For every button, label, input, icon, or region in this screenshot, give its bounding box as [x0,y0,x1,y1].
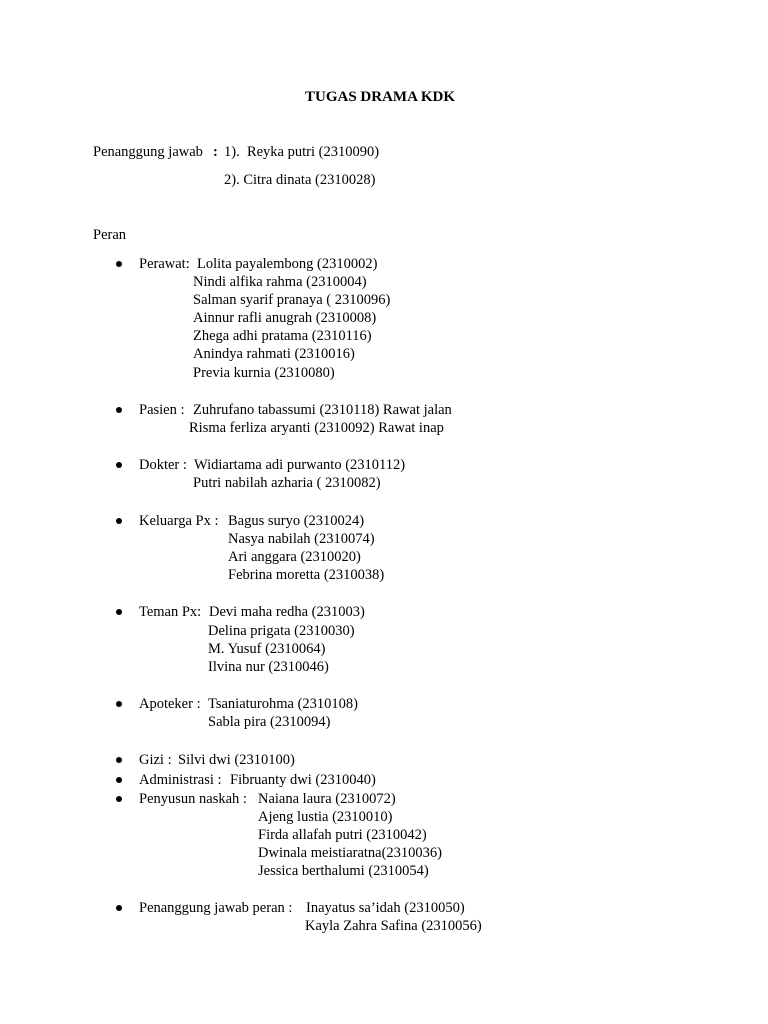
role-label-gizi: Gizi : [139,752,172,768]
role-member: Putri nabilah azharia ( 2310082) [193,475,381,491]
role-member: Firda allafah putri (2310042) [258,827,427,843]
role-member: Salman syarif pranaya ( 2310096) [193,292,391,308]
role-label-apoteker: Apoteker : [139,696,201,712]
role-label-teman: Teman Px: [139,604,202,620]
peran-heading: Peran [93,227,127,243]
bullet-icon [116,905,122,911]
penanggung-jawab-colon: : [213,144,218,160]
bullet-icon [116,407,122,413]
role-member: Inayatus sa’idah (2310050) [306,900,465,916]
role-member: Devi maha redha (231003) [209,604,365,620]
role-member: Previa kurnia (2310080) [193,365,335,381]
bullet-icon [116,701,122,707]
penanggung-jawab-label: Penanggung jawab [93,144,203,160]
role-member: Ari anggara (2310020) [228,549,361,565]
role-label-pasien: Pasien : [139,402,185,418]
role-member: Dwinala meistiaratna(2310036) [258,845,443,861]
role-member: Widiartama adi purwanto (2310112) [194,457,406,473]
role-member: Fibruanty dwi (2310040) [230,772,376,788]
role-member: Tsaniaturohma (2310108) [208,696,358,712]
role-member: Nindi alfika rahma (2310004) [193,274,367,290]
penanggung-jawab-second: 2). Citra dinata (2310028) [224,172,376,188]
role-member: Kayla Zahra Safina (2310056) [305,918,482,934]
bullet-icon [116,462,122,468]
bullet-icon [116,796,122,802]
bullet-icon [116,609,122,615]
role-member: Anindya rahmati (2310016) [193,346,355,362]
role-member: Ilvina nur (2310046) [208,659,329,675]
role-member: Sabla pira (2310094) [208,714,331,730]
role-label-penyusun: Penyusun naskah : [139,791,247,807]
role-member: Silvi dwi (2310100) [178,752,295,768]
role-member: Febrina moretta (2310038) [228,567,385,583]
role-label-administrasi: Administrasi : [139,772,222,788]
role-label-pj-peran: Penanggung jawab peran : [139,900,293,916]
role-member: Jessica berthalumi (2310054) [258,863,429,879]
role-member: Zuhrufano tabassumi (2310118) Rawat jalan [193,402,452,418]
role-label-dokter: Dokter : [139,457,187,473]
bullet-icon [116,777,122,783]
role-member: M. Yusuf (2310064) [208,641,326,657]
role-member: Risma ferliza aryanti (2310092) Rawat inap [189,420,444,436]
role-member: Naiana laura (2310072) [258,791,396,807]
penanggung-jawab-first: 1). Reyka putri (2310090) [224,144,380,160]
role-member: Ajeng lustia (2310010) [258,809,393,825]
role-member: Bagus suryo (2310024) [228,513,365,529]
role-member: Lolita payalembong (2310002) [197,256,378,272]
bullet-icon [116,261,122,267]
role-member: Ainnur rafli anugrah (2310008) [193,310,377,326]
document-title: TUGAS DRAMA KDK [305,89,456,105]
role-member: Zhega adhi pratama (2310116) [193,328,372,344]
role-member: Nasya nabilah (2310074) [228,531,375,547]
role-label-keluarga: Keluarga Px : [139,513,219,529]
bullet-icon [116,757,122,763]
role-member: Delina prigata (2310030) [208,623,355,639]
role-label-perawat: Perawat: [139,256,190,272]
bullet-icon [116,518,122,524]
